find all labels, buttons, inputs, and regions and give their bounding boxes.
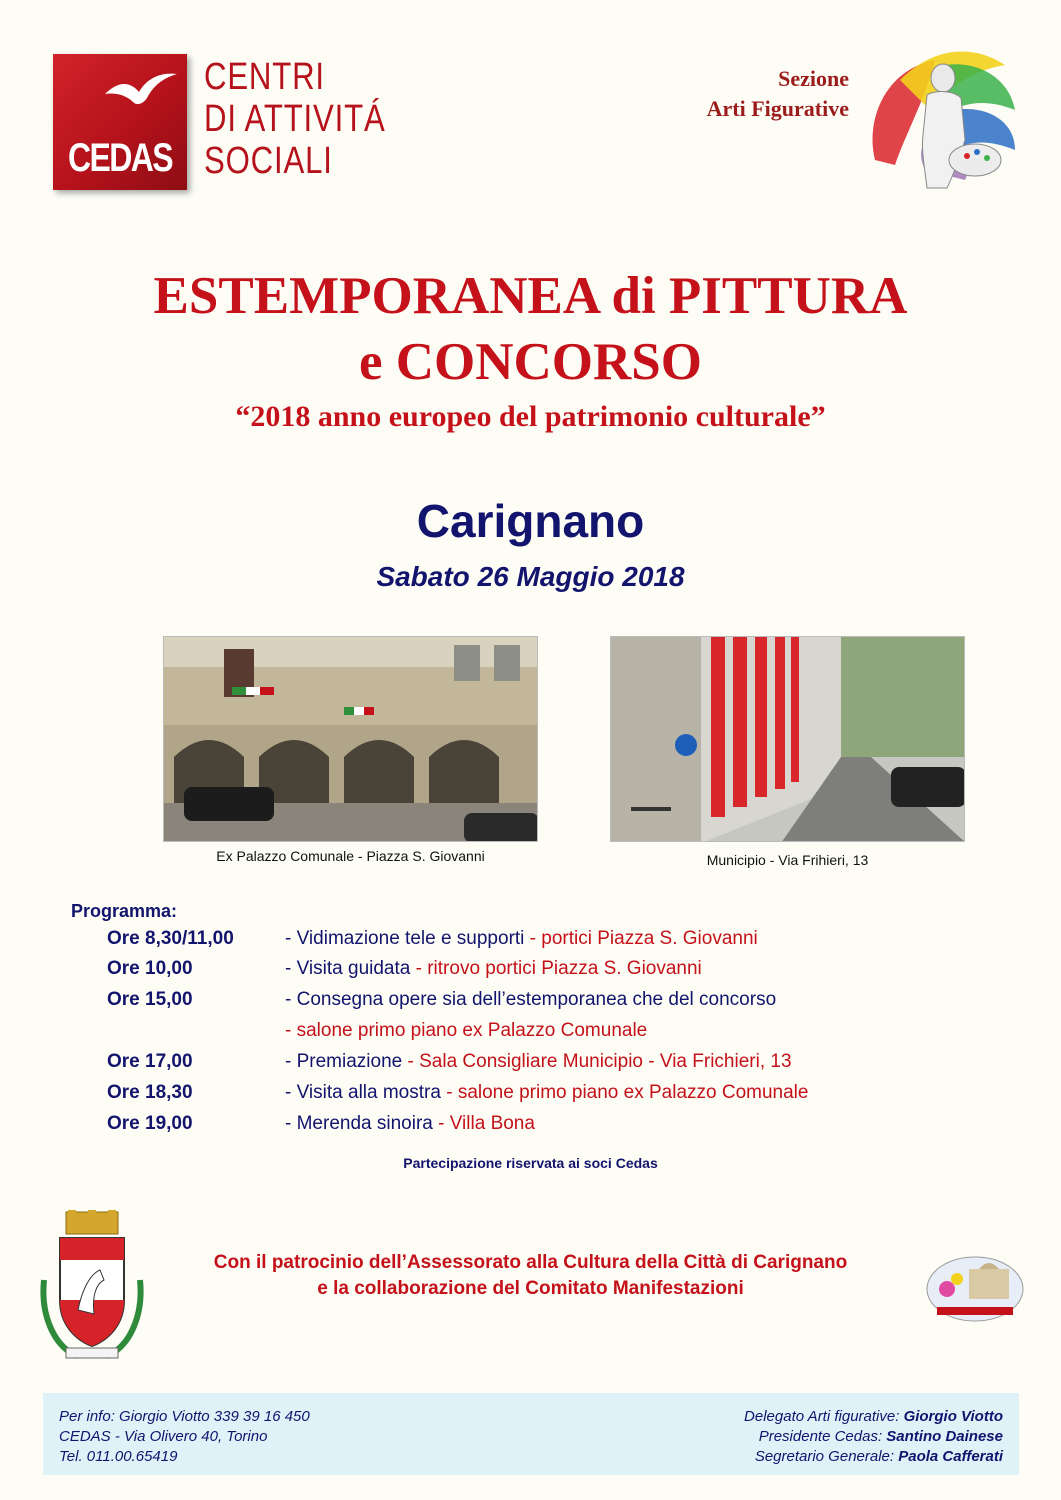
programme-row (0, 958, 1061, 988)
programme-place: - ritrovo portici Piazza S. Giovanni (410, 958, 702, 979)
officers (744, 1407, 1003, 1467)
organization-line: DI ATTIVITÁ (204, 98, 386, 140)
programme-row (0, 928, 1061, 958)
subtitle: “2018 anno europeo del patrimonio culturale” (235, 400, 826, 433)
programme-place: - portici Piazza S. Giovanni (529, 928, 758, 949)
officer-name: Paola Cafferati (898, 1448, 1003, 1465)
contact-line: Per info: Giorgio Viotto 339 39 16 450 (59, 1408, 310, 1425)
event-date: Sabato 26 Maggio 2018 (376, 561, 685, 592)
programme-row (0, 1113, 1061, 1143)
programme-activity: - Vidimazione tele e supporti (285, 928, 530, 949)
arti-figurative-logo (855, 40, 1020, 190)
programme-place: - Villa Bona (432, 1113, 535, 1134)
cedas-logo (53, 54, 187, 190)
officer-role: Segretario Generale: (754, 1448, 899, 1465)
programme-place: - salone primo piano ex Palazzo Comunale (440, 1082, 809, 1103)
officer-role: Delegato Arti figurative: (744, 1408, 904, 1425)
photo-municipio (610, 636, 965, 842)
programme-activity: - Visita alla mostra (285, 1082, 441, 1103)
main-title: ESTEMPORANEA di PITTURA (153, 267, 908, 325)
section-name (707, 64, 849, 124)
patronage-line: e la collaborazione del Comitato Manifestazioni (317, 1278, 744, 1299)
programme-time: Ore 19,00 (107, 1113, 193, 1134)
programme-time: Ore 17,00 (107, 1051, 193, 1072)
programme-time: Ore 15,00 (107, 989, 193, 1010)
programme-time: Ore 8,30/11,00 (107, 928, 234, 949)
officer-role: Presidente Cedas: (758, 1428, 887, 1445)
programme-activity: - Consegna opere sia dell’estemporanea che del concorso (285, 989, 777, 1010)
organization-line: SOCIALI (204, 140, 333, 182)
event-city: Carignano (416, 495, 645, 547)
contact-line: Tel. 011.00.65419 (59, 1448, 178, 1465)
photo-caption: Municipio - Via Frihieri, 13 (706, 852, 869, 868)
programme-place: - salone primo piano ex Palazzo Comunale (285, 1020, 648, 1041)
programme-activity: - Merenda sinoira (285, 1113, 433, 1134)
programme-row (0, 1020, 1061, 1050)
programme-activity: - Premiazione (285, 1051, 403, 1072)
officer-name: Santino Dainese (886, 1428, 1003, 1445)
patronage-line: Con il patrocinio dell’Assessorato alla Cultura della Città di Carignano (213, 1252, 848, 1273)
organization-line: CENTRI (204, 56, 325, 98)
section-line: Sezione (778, 66, 849, 91)
comitato-manifestazioni-logo (925, 1255, 1025, 1323)
photo-caption: Ex Palazzo Comunale - Piazza S. Giovanni (216, 848, 485, 864)
main-title-line2: e CONCORSO (358, 333, 703, 391)
footer (43, 1393, 1019, 1475)
contact-info (59, 1407, 310, 1467)
contact-line: CEDAS - Via Olivero 40, Torino (59, 1428, 268, 1445)
programme-title: Programma: (71, 901, 178, 921)
participation-note: Partecipazione riservata ai soci Cedas (403, 1155, 658, 1171)
programme-row (0, 989, 1061, 1019)
seagull-icon (103, 68, 179, 124)
organization-name (204, 56, 417, 182)
cedas-logo-text: CEDAS (67, 136, 173, 180)
programme-time: Ore 10,00 (107, 958, 193, 979)
photo-ex-palazzo-comunale (163, 636, 538, 842)
officer-name: Giorgio Viotto (903, 1408, 1003, 1425)
section-line: Arti Figurative (706, 96, 849, 121)
programme-activity: - Visita guidata (285, 958, 411, 979)
programme-row (0, 1051, 1061, 1081)
programme-row (0, 1082, 1061, 1112)
patronage-text (0, 1250, 1061, 1302)
programme-place: - Sala Consigliare Municipio - Via Frichieri, 13 (402, 1051, 792, 1072)
programme-time: Ore 18,30 (107, 1082, 193, 1103)
